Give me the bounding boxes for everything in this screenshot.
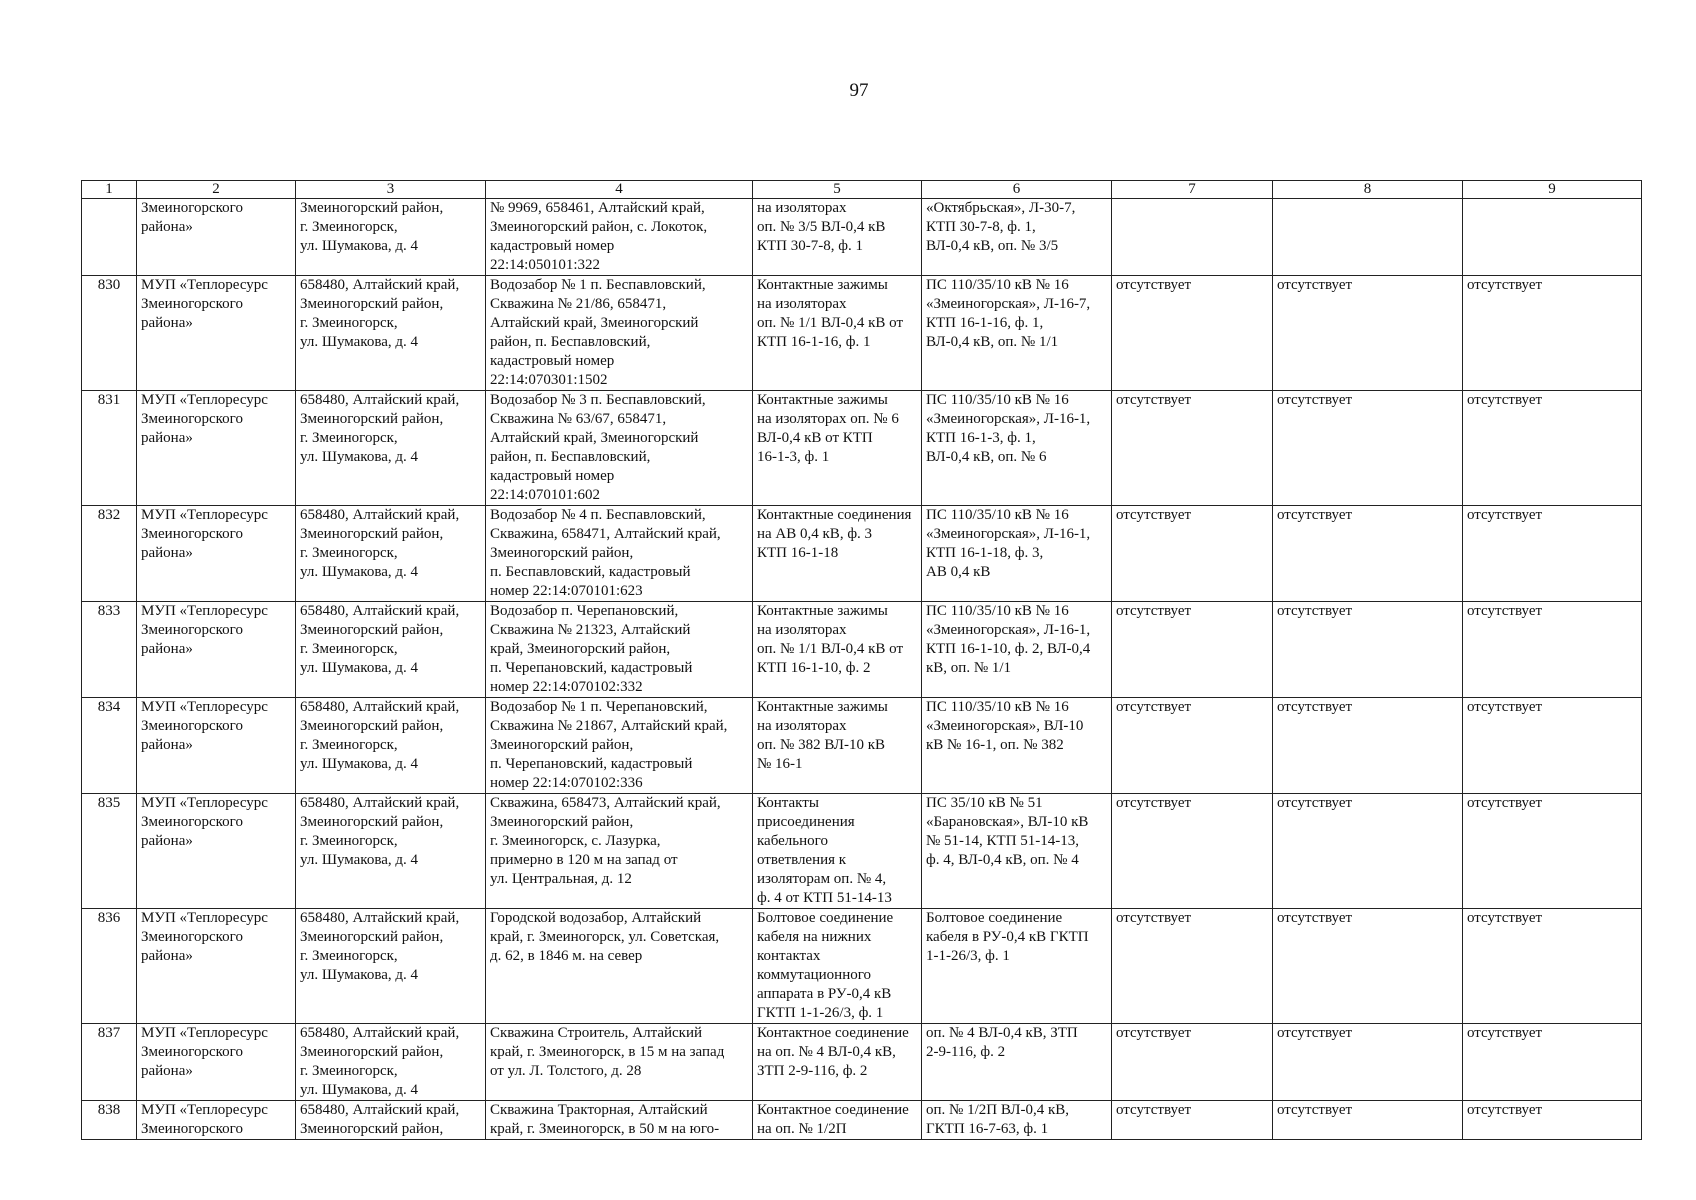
connection-point-cell: Контактное соединение на оп. № 1/2П (753, 1101, 922, 1140)
col9-cell: отсутствует (1463, 602, 1642, 698)
col8-cell: отсутствует (1273, 276, 1463, 391)
row-number: 835 (82, 794, 137, 909)
address-cell: 658480, Алтайский край, Змеиногорский район, г. Змеиногорск, ул. Шумакова, д. 4 (296, 698, 486, 794)
table-row (82, 794, 1642, 909)
column-header: 6 (922, 181, 1112, 199)
object-cell: Скважина Тракторная, Алтайский край, г. Змеиногорск, в 50 м на юго- (486, 1101, 753, 1140)
table-row (82, 506, 1642, 602)
connection-point-cell: Контакты присоединения кабельного ответвления к изоляторам оп. № 4, ф. 4 от КТП 51-14-13 (753, 794, 922, 909)
col9-cell: отсутствует (1463, 506, 1642, 602)
object-cell: Скважина, 658473, Алтайский край, Змеиногорский район, г. Змеиногорск, с. Лазурка, примерно в 120 м на запад от ул. Центральная, д. 12 (486, 794, 753, 909)
power-source-cell: оп. № 1/2П ВЛ-0,4 кВ, ГКТП 16-7-63, ф. 1 (922, 1101, 1112, 1140)
power-source-cell: ПС 110/35/10 кВ № 16 «Змеиногорская», ВЛ-10 кВ № 16-1, оп. № 382 (922, 698, 1112, 794)
col9-cell: отсутствует (1463, 909, 1642, 1024)
column-header: 3 (296, 181, 486, 199)
col8-cell: отсутствует (1273, 602, 1463, 698)
col7-cell: отсутствует (1112, 909, 1273, 1024)
connection-point-cell: Болтовое соединение кабеля на нижних контактах коммутационного аппарата в РУ-0,4 кВ ГКТП 1-1-26/3, ф. 1 (753, 909, 922, 1024)
col7-cell: отсутствует (1112, 602, 1273, 698)
connection-point-cell: на изоляторах оп. № 3/5 ВЛ-0,4 кВ КТП 30-7-8, ф. 1 (753, 199, 922, 276)
owner-cell: МУП «Теплоресурс Змеиногорского района» (137, 276, 296, 391)
row-number: 837 (82, 1024, 137, 1101)
col8-cell: отсутствует (1273, 909, 1463, 1024)
power-source-cell: Болтовое соединение кабеля в РУ-0,4 кВ ГКТП 1-1-26/3, ф. 1 (922, 909, 1112, 1024)
address-cell: 658480, Алтайский край, Змеиногорский район, г. Змеиногорск, ул. Шумакова, д. 4 (296, 1024, 486, 1101)
connection-point-cell: Контактные соединения на АВ 0,4 кВ, ф. 3 КТП 16-1-18 (753, 506, 922, 602)
owner-cell: МУП «Теплоресурс Змеиногорского района» (137, 909, 296, 1024)
object-cell: Водозабор № 3 п. Беспавловский, Скважина № 63/67, 658471, Алтайский край, Змеиногорский район, п. Беспавловский, кадастровый номер 22:14:070101:602 (486, 391, 753, 506)
col7-cell: отсутствует (1112, 698, 1273, 794)
owner-cell: МУП «Теплоресурс Змеиногорского района» (137, 698, 296, 794)
address-cell: 658480, Алтайский край, Змеиногорский район, г. Змеиногорск, ул. Шумакова, д. 4 (296, 794, 486, 909)
connection-point-cell: Контактное соединение на оп. № 4 ВЛ-0,4 кВ, ЗТП 2-9-116, ф. 2 (753, 1024, 922, 1101)
connection-point-cell: Контактные зажимы на изоляторах оп. № 1/1 ВЛ-0,4 кВ от КТП 16-1-16, ф. 1 (753, 276, 922, 391)
table-row (82, 199, 1642, 276)
address-cell: 658480, Алтайский край, Змеиногорский район, г. Змеиногорск, ул. Шумакова, д. 4 (296, 909, 486, 1024)
col9-cell: отсутствует (1463, 1101, 1642, 1140)
col7-cell: отсутствует (1112, 794, 1273, 909)
object-cell: Городской водозабор, Алтайский край, г. Змеиногорск, ул. Советская, д. 62, в 1846 м. на север (486, 909, 753, 1024)
table-row (82, 602, 1642, 698)
row-number: 834 (82, 698, 137, 794)
power-source-cell: ПС 110/35/10 кВ № 16 «Змеиногорская», Л-16-7, КТП 16-1-16, ф. 1, ВЛ-0,4 кВ, оп. № 1/1 (922, 276, 1112, 391)
row-number: 838 (82, 1101, 137, 1140)
row-number: 831 (82, 391, 137, 506)
col8-cell: отсутствует (1273, 794, 1463, 909)
owner-cell: МУП «Теплоресурс Змеиногорского района» (137, 794, 296, 909)
col8-cell: отсутствует (1273, 506, 1463, 602)
address-cell: 658480, Алтайский край, Змеиногорский район, г. Змеиногорск, ул. Шумакова, д. 4 (296, 506, 486, 602)
object-cell: Водозабор № 1 п. Беспавловский, Скважина № 21/86, 658471, Алтайский край, Змеиногорский район, п. Беспавловский, кадастровый номер 22:14:070301:1502 (486, 276, 753, 391)
col9-cell (1463, 199, 1642, 276)
col7-cell: отсутствует (1112, 276, 1273, 391)
power-source-cell: ПС 35/10 кВ № 51 «Барановская», ВЛ-10 кВ № 51-14, КТП 51-14-13, ф. 4, ВЛ-0,4 кВ, оп. № 4 (922, 794, 1112, 909)
col7-cell: отсутствует (1112, 391, 1273, 506)
owner-cell: МУП «Теплоресурс Змеиногорского района» (137, 391, 296, 506)
address-cell: 658480, Алтайский край, Змеиногорский район, (296, 1101, 486, 1140)
col7-cell: отсутствует (1112, 1024, 1273, 1101)
col9-cell: отсутствует (1463, 391, 1642, 506)
object-cell: Скважина Строитель, Алтайский край, г. Змеиногорск, в 15 м на запад от ул. Л. Толстого, д. 28 (486, 1024, 753, 1101)
address-cell: Змеиногорский район, г. Змеиногорск, ул. Шумакова, д. 4 (296, 199, 486, 276)
col9-cell: отсутствует (1463, 698, 1642, 794)
col8-cell: отсутствует (1273, 1101, 1463, 1140)
owner-cell: Змеиногорского района» (137, 199, 296, 276)
column-header: 2 (137, 181, 296, 199)
header-row (82, 181, 1642, 199)
col7-cell: отсутствует (1112, 1101, 1273, 1140)
address-cell: 658480, Алтайский край, Змеиногорский район, г. Змеиногорск, ул. Шумакова, д. 4 (296, 391, 486, 506)
col9-cell: отсутствует (1463, 276, 1642, 391)
col7-cell (1112, 199, 1273, 276)
table-row (82, 276, 1642, 391)
table-row (82, 1101, 1642, 1140)
power-source-cell: оп. № 4 ВЛ-0,4 кВ, ЗТП 2-9-116, ф. 2 (922, 1024, 1112, 1101)
address-cell: 658480, Алтайский край, Змеиногорский район, г. Змеиногорск, ул. Шумакова, д. 4 (296, 276, 486, 391)
col8-cell (1273, 199, 1463, 276)
owner-cell: МУП «Теплоресурс Змеиногорского района» (137, 506, 296, 602)
row-number: 832 (82, 506, 137, 602)
owner-cell: МУП «Теплоресурс Змеиногорского (137, 1101, 296, 1140)
table-row (82, 909, 1642, 1024)
col8-cell: отсутствует (1273, 698, 1463, 794)
col9-cell: отсутствует (1463, 794, 1642, 909)
column-header: 5 (753, 181, 922, 199)
row-number (82, 199, 137, 276)
col8-cell: отсутствует (1273, 1024, 1463, 1101)
table-row (82, 391, 1642, 506)
column-header: 8 (1273, 181, 1463, 199)
row-number: 833 (82, 602, 137, 698)
column-header: 9 (1463, 181, 1642, 199)
col9-cell: отсутствует (1463, 1024, 1642, 1101)
col7-cell: отсутствует (1112, 506, 1273, 602)
column-header: 7 (1112, 181, 1273, 199)
power-source-cell: ПС 110/35/10 кВ № 16 «Змеиногорская», Л-16-1, КТП 16-1-18, ф. 3, АВ 0,4 кВ (922, 506, 1112, 602)
object-cell: Водозабор п. Черепановский, Скважина № 21323, Алтайский край, Змеиногорский район, п. Черепановский, кадастровый номер 22:14:070102:332 (486, 602, 753, 698)
power-source-cell: ПС 110/35/10 кВ № 16 «Змеиногорская», Л-16-1, КТП 16-1-3, ф. 1, ВЛ-0,4 кВ, оп. № 6 (922, 391, 1112, 506)
owner-cell: МУП «Теплоресурс Змеиногорского района» (137, 602, 296, 698)
column-header: 4 (486, 181, 753, 199)
power-source-cell: «Октябрьская», Л-30-7, КТП 30-7-8, ф. 1, ВЛ-0,4 кВ, оп. № 3/5 (922, 199, 1112, 276)
table-row (82, 1024, 1642, 1101)
column-header: 1 (82, 181, 137, 199)
table-row (82, 698, 1642, 794)
col8-cell: отсутствует (1273, 391, 1463, 506)
object-cell: № 9969, 658461, Алтайский край, Змеиногорский район, с. Локоток, кадастровый номер 22:14:050101:322 (486, 199, 753, 276)
row-number: 830 (82, 276, 137, 391)
connection-point-cell: Контактные зажимы на изоляторах оп. № 382 ВЛ-10 кВ № 16-1 (753, 698, 922, 794)
row-number: 836 (82, 909, 137, 1024)
owner-cell: МУП «Теплоресурс Змеиногорского района» (137, 1024, 296, 1101)
page-number: 97 (849, 80, 869, 101)
connection-point-cell: Контактные зажимы на изоляторах оп. № 6 ВЛ-0,4 кВ от КТП 16-1-3, ф. 1 (753, 391, 922, 506)
object-cell: Водозабор № 4 п. Беспавловский, Скважина, 658471, Алтайский край, Змеиногорский район, п. Беспавловский, кадастровый номер 22:14:070101:623 (486, 506, 753, 602)
address-cell: 658480, Алтайский край, Змеиногорский район, г. Змеиногорск, ул. Шумакова, д. 4 (296, 602, 486, 698)
registry-table (81, 180, 1642, 1140)
object-cell: Водозабор № 1 п. Черепановский, Скважина № 21867, Алтайский край, Змеиногорский район, п. Черепановский, кадастровый номер 22:14:070102:336 (486, 698, 753, 794)
power-source-cell: ПС 110/35/10 кВ № 16 «Змеиногорская», Л-16-1, КТП 16-1-10, ф. 2, ВЛ-0,4 кВ, оп. № 1/1 (922, 602, 1112, 698)
connection-point-cell: Контактные зажимы на изоляторах оп. № 1/1 ВЛ-0,4 кВ от КТП 16-1-10, ф. 2 (753, 602, 922, 698)
